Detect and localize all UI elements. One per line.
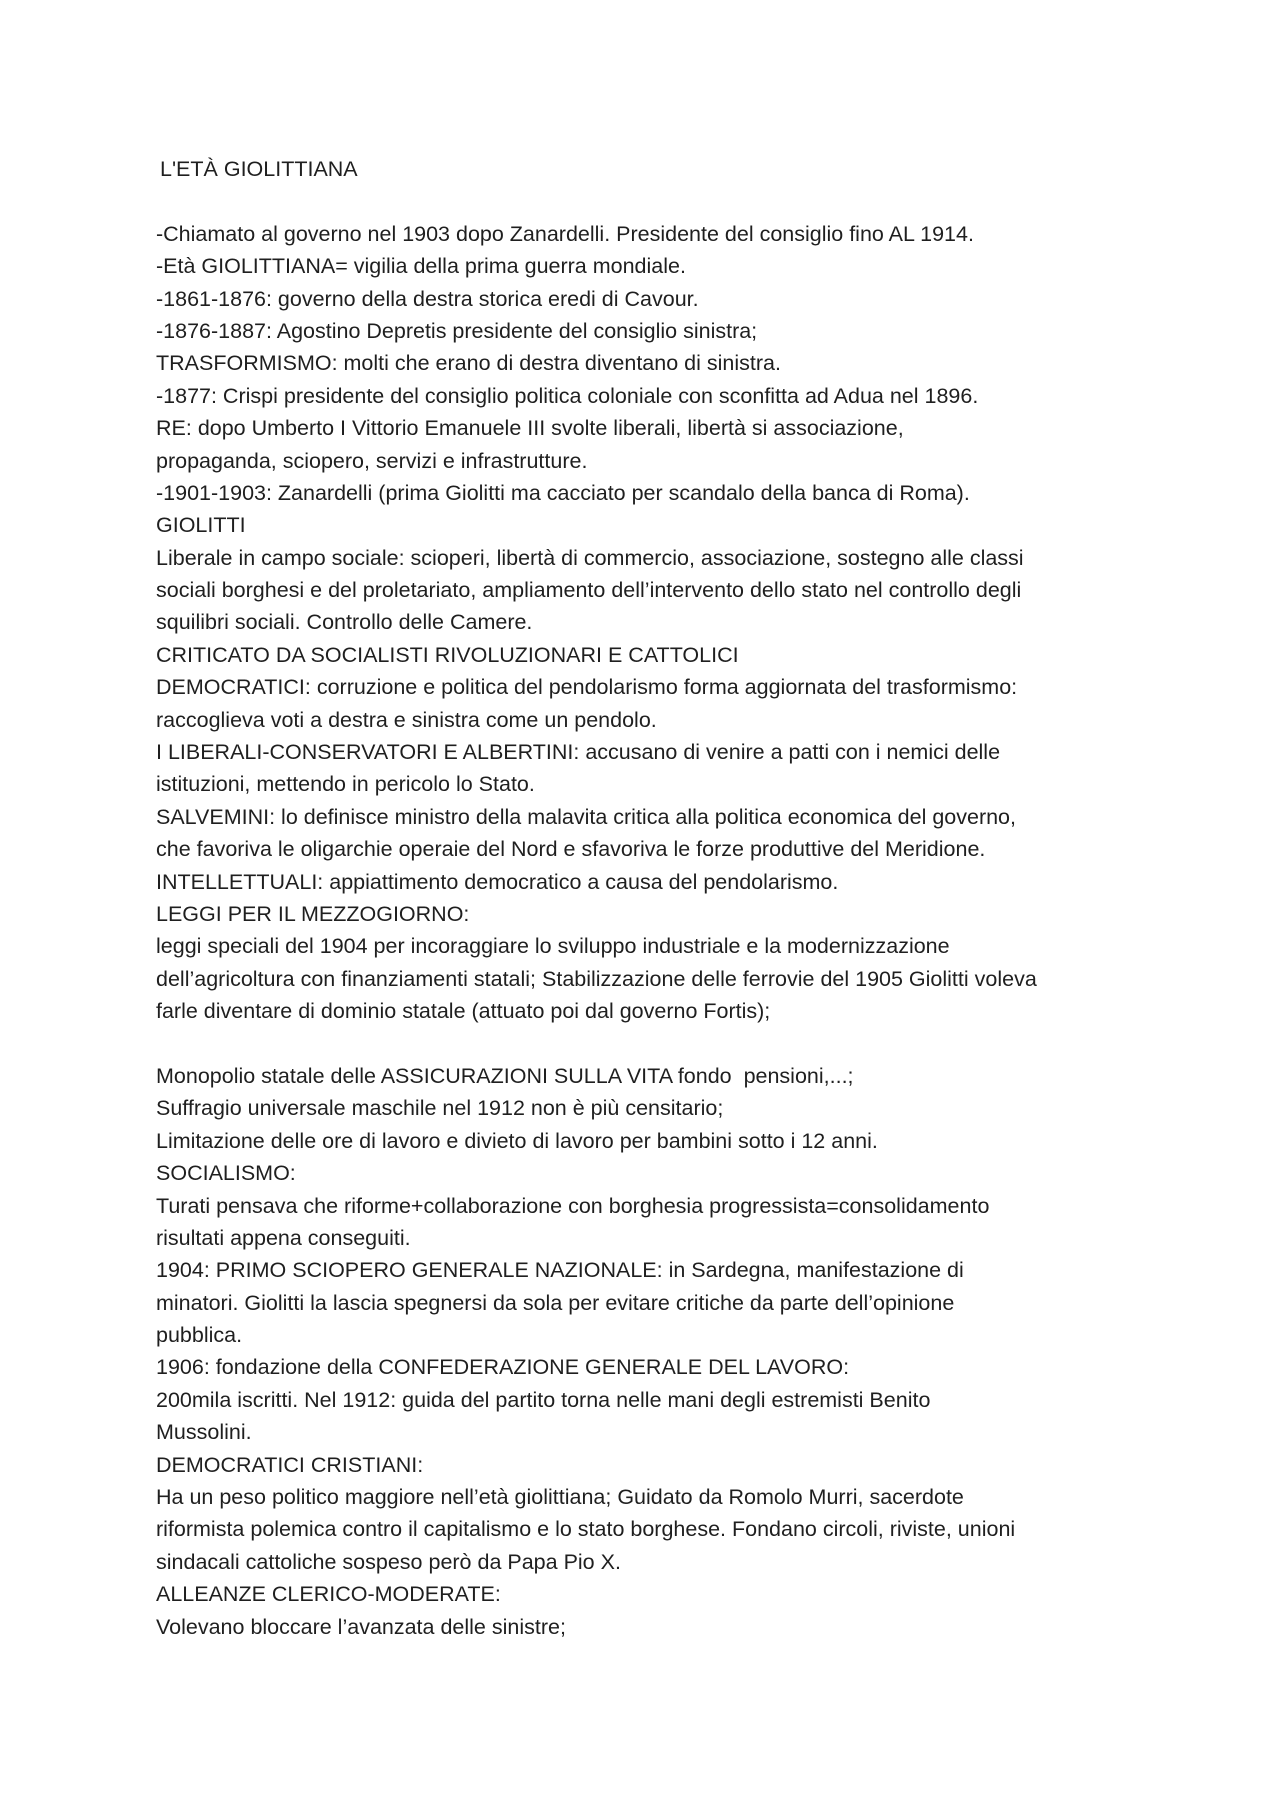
text-line: propaganda, sciopero, servizi e infrastrutture.	[156, 448, 588, 473]
text-line: leggi speciali del 1904 per incoraggiare lo sviluppo industriale e la modernizzazione	[156, 934, 950, 959]
blank-line	[156, 1028, 1166, 1060]
text-line: -1877: Crispi presidente del consiglio politica coloniale con sconfitta ad Adua nel 1896.	[156, 383, 979, 408]
text-line: ALLEANZE CLERICO-MODERATE:	[156, 1582, 501, 1607]
text-line: CRITICATO DA SOCIALISTI RIVOLUZIONARI E CATTOLICI	[156, 642, 739, 667]
text-line: dell’agricoltura con finanziamenti statali; Stabilizzazione delle ferrovie del 1905 Giolitti voleva	[156, 966, 1037, 991]
blank-line	[156, 185, 1166, 217]
text-line: TRASFORMISMO: molti che erano di destra diventano di sinistra.	[156, 351, 781, 376]
text-line: risultati appena conseguiti.	[156, 1225, 411, 1250]
text-line: 1904: PRIMO SCIOPERO GENERALE NAZIONALE: in Sardegna, manifestazione di	[156, 1258, 964, 1283]
text-line: -Età GIOLITTIANA= vigilia della prima guerra mondiale.	[156, 254, 686, 279]
text-line: istituzioni, mettendo in pericolo lo Stato.	[156, 772, 535, 797]
text-line: squilibri sociali. Controllo delle Camere.	[156, 610, 533, 635]
text-line: 200mila iscritti. Nel 1912: guida del partito torna nelle mani degli estremisti Benito	[156, 1387, 931, 1412]
text-line: farle diventare di dominio statale (attuato poi dal governo Fortis);	[156, 999, 771, 1024]
text-line: Suffragio universale maschile nel 1912 non è più censitario;	[156, 1096, 724, 1121]
text-line: DEMOCRATICI CRISTIANI:	[156, 1452, 424, 1477]
text-line: che favoriva le oligarchie operaie del Nord e sfavoriva le forze produttive del Meridione.	[156, 837, 986, 862]
text-line: -1861-1876: governo della destra storica eredi di Cavour.	[156, 286, 699, 311]
text-line: Mussolini.	[156, 1420, 252, 1445]
text-line: DEMOCRATICI: corruzione e politica del pendolarismo forma aggiornata del trasformismo:	[156, 675, 1018, 700]
text-line: -1901-1903: Zanardelli (prima Giolitti ma cacciato per scandalo della banca di Roma).	[156, 480, 970, 505]
text-line: sociali borghesi e del proletariato, ampliamento dell’intervento dello stato nel controllo degli	[156, 578, 1022, 603]
text-line: -1876-1887: Agostino Depretis presidente del consiglio sinistra;	[156, 318, 758, 343]
text-line: minatori. Giolitti la lascia spegnersi da sola per evitare critiche da parte dell’opinione	[156, 1290, 955, 1315]
text-line: LEGGI PER IL MEZZOGIORNO:	[156, 901, 470, 926]
text-line: Ha un peso politico maggiore nell’età giolittiana; Guidato da Romolo Murri, sacerdote	[156, 1485, 964, 1510]
text-line: Monopolio statale delle ASSICURAZIONI SULLA VITA fondo pensioni,...;	[156, 1063, 854, 1088]
text-line: Volevano bloccare l’avanzata delle sinistre;	[156, 1614, 566, 1639]
text-line: SALVEMINI: lo definisce ministro della malavita critica alla politica economica del governo,	[156, 804, 1016, 829]
document-body	[156, 153, 1166, 1643]
text-line: Limitazione delle ore di lavoro e divieto di lavoro per bambini sotto i 12 anni.	[156, 1128, 878, 1153]
text-line: SOCIALISMO:	[156, 1161, 296, 1186]
text-line: I LIBERALI-CONSERVATORI E ALBERTINI: accusano di venire a patti con i nemici delle	[156, 740, 1001, 765]
text-line: -Chiamato al governo nel 1903 dopo Zanardelli. Presidente del consiglio fino AL 1914.	[156, 221, 974, 246]
document-lines	[156, 185, 1166, 1643]
document-title: L'ETÀ GIOLITTIANA	[160, 157, 358, 181]
text-line: GIOLITTI	[156, 513, 246, 538]
text-line: raccoglieva voti a destra e sinistra come un pendolo.	[156, 707, 657, 732]
text-line: INTELLETTUALI: appiattimento democratico a causa del pendolarismo.	[156, 869, 839, 894]
text-line: Turati pensava che riforme+collaborazione con borghesia progressista=consolidamento	[156, 1193, 990, 1218]
text-line: pubblica.	[156, 1323, 243, 1348]
text-line: 1906: fondazione della CONFEDERAZIONE GENERALE DEL LAVORO:	[156, 1355, 850, 1380]
text-line: Liberale in campo sociale: scioperi, libertà di commercio, associazione, sostegno alle classi	[156, 545, 1024, 570]
text-line: riformista polemica contro il capitalismo e lo stato borghese. Fondano circoli, riviste, unioni	[156, 1517, 1016, 1542]
text-line: sindacali cattoliche sospeso però da Papa Pio X.	[156, 1549, 621, 1574]
text-line: RE: dopo Umberto I Vittorio Emanuele III svolte liberali, libertà si associazione,	[156, 416, 904, 441]
